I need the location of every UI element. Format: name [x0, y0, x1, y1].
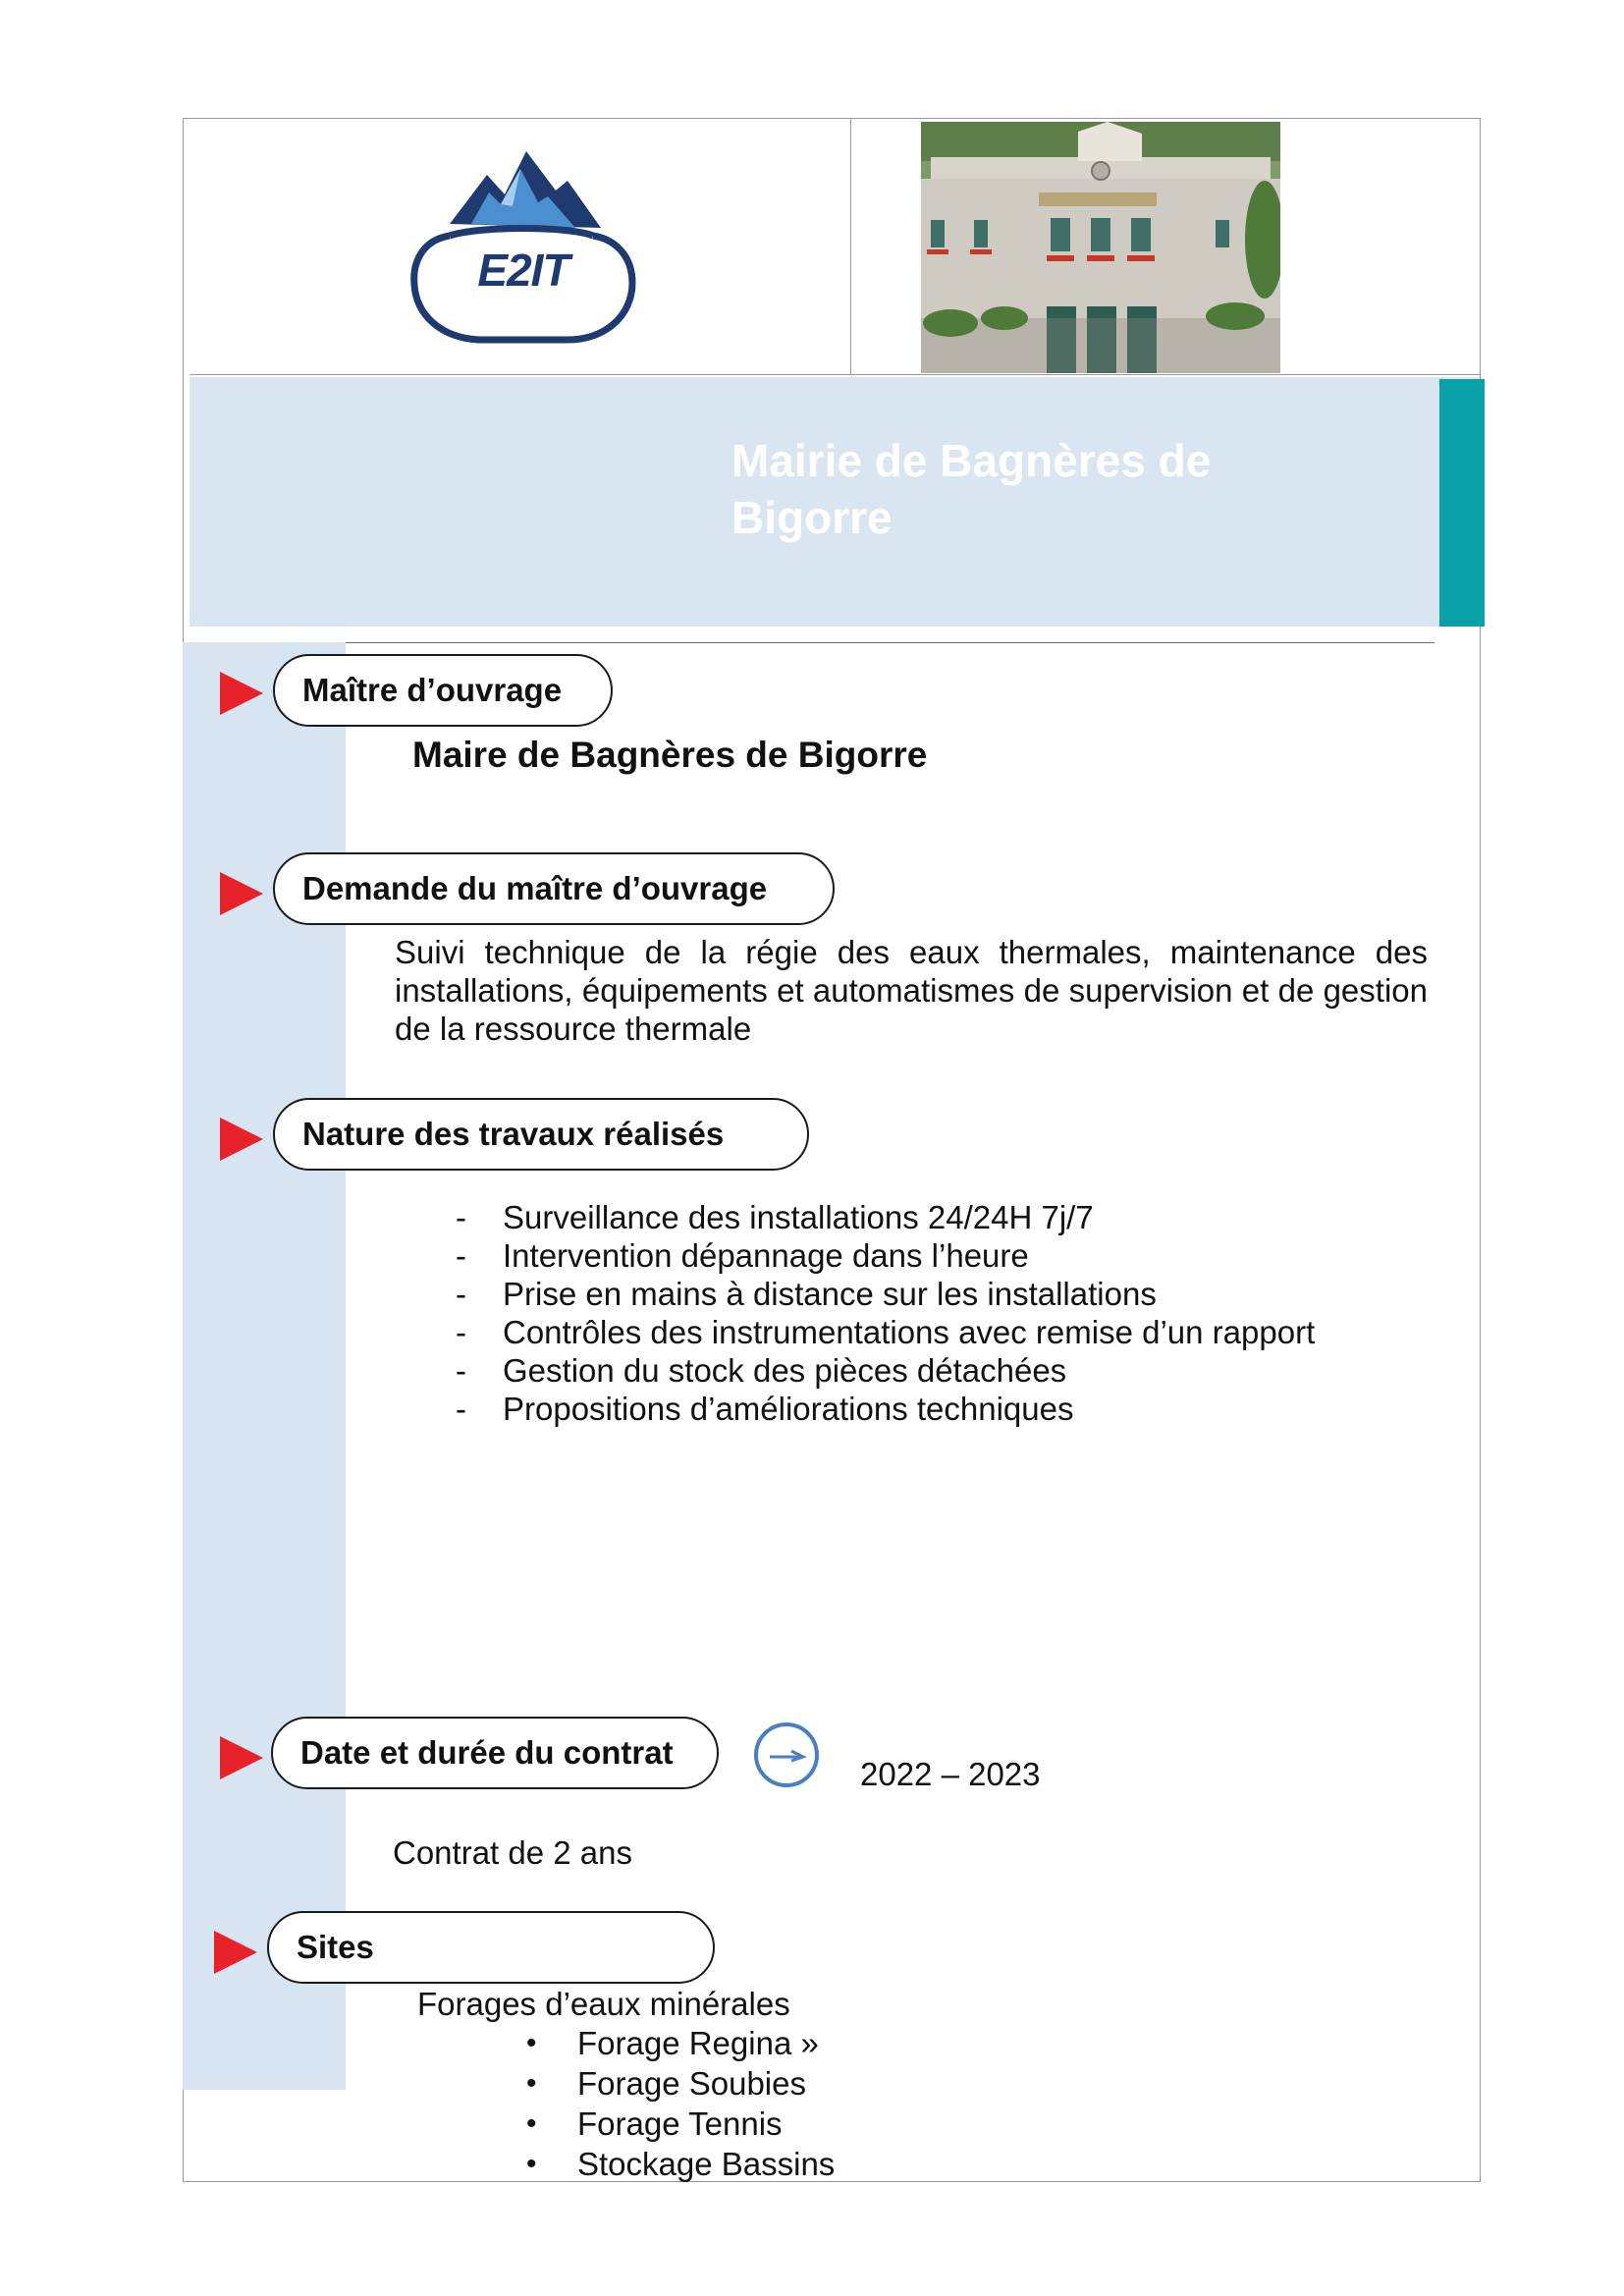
header-row — [189, 118, 1481, 375]
list-item: • Forage Regina » — [522, 2023, 835, 2063]
list-item: • Forage Tennis — [522, 2104, 835, 2144]
banner-rule — [189, 642, 1435, 643]
contract-duration: Contrat de 2 ans — [393, 1834, 632, 1871]
owner-name: Maire de Bagnères de Bigorre — [412, 735, 928, 775]
building-photo — [921, 122, 1280, 373]
list-item: - Propositions d’améliorations techniques — [452, 1390, 1315, 1428]
clock-icon — [752, 1721, 821, 1789]
request-text: Suivi technique de la régie des eaux thermales, maintenance des installations, équipements et automatismes de supervision et de gestion de la ressource thermale — [395, 934, 1428, 1047]
list-item: - Intervention dépannage dans l’heure — [452, 1236, 1315, 1275]
works-list — [452, 1198, 1315, 1428]
section-heading-request: Demande du maître d’ouvrage — [273, 852, 835, 925]
list-item: - Surveillance des installations 24/24H 7j/7 — [452, 1198, 1315, 1236]
list-item: - Contrôles des instrumentations avec remise d’un rapport — [452, 1313, 1315, 1351]
section-arrow-icon — [220, 1118, 263, 1161]
list-item: • Forage Soubies — [522, 2063, 835, 2104]
section-arrow-icon — [220, 1736, 263, 1779]
logo-text: E2IT — [477, 245, 569, 296]
list-item: - Prise en mains à distance sur les installations — [452, 1275, 1315, 1313]
banner-accent-bar — [1439, 379, 1485, 627]
page-title: Mairie de Bagnères de Bigorre — [731, 435, 1212, 543]
section-heading-owner: Maître d’ouvrage — [273, 654, 613, 727]
section-arrow-icon — [220, 672, 263, 715]
section-arrow-icon — [220, 872, 263, 915]
header-divider — [850, 118, 851, 375]
section-heading-works: Nature des travaux réalisés — [273, 1098, 809, 1171]
contract-years: 2022 – 2023 — [860, 1756, 1041, 1792]
section-arrow-icon — [214, 1931, 257, 1974]
section-heading-sites: Sites — [267, 1911, 715, 1984]
sites-intro: Forages d’eaux minérales — [417, 1986, 790, 2022]
section-heading-contract: Date et durée du contrat — [271, 1717, 719, 1789]
list-item: - Gestion du stock des pièces détachées — [452, 1351, 1315, 1390]
list-item: • Stockage Bassins — [522, 2144, 835, 2184]
sites-list — [522, 2023, 835, 2184]
